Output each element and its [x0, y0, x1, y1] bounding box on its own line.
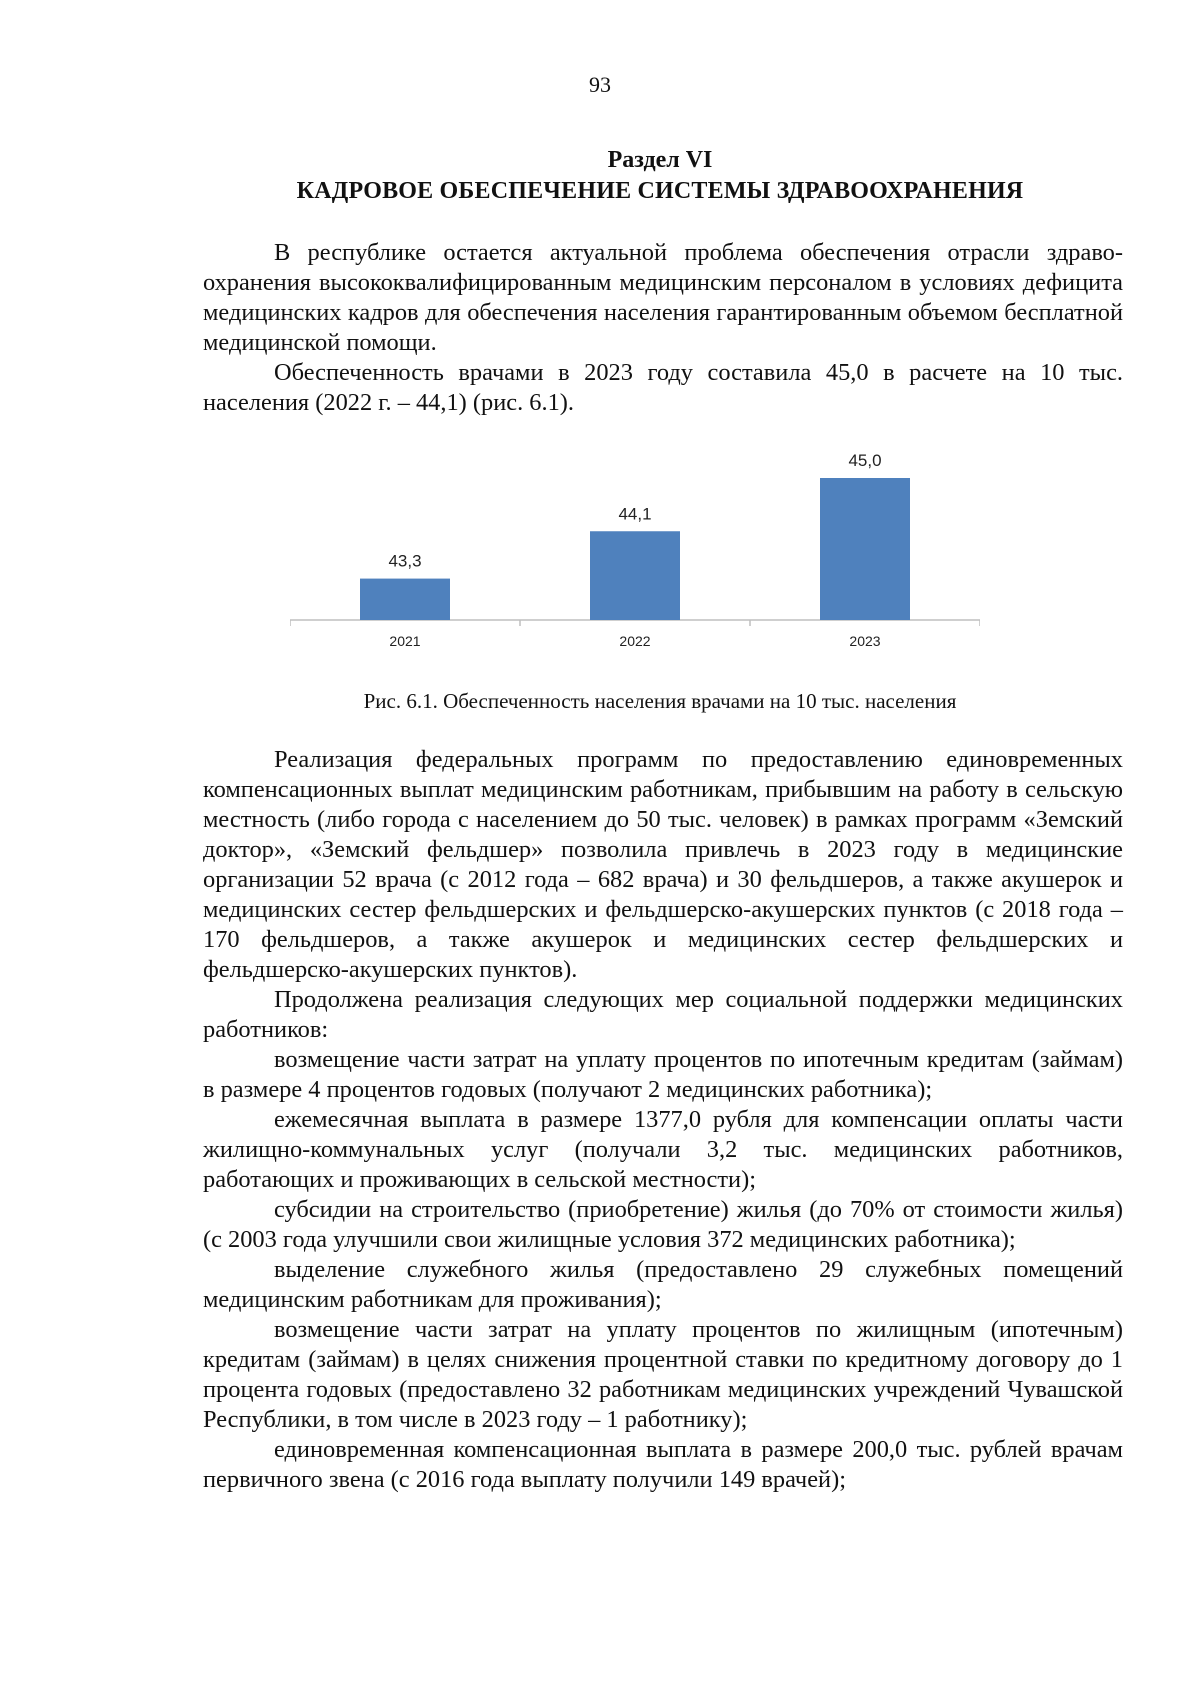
- paragraph: единовременная компенсационная выплата в размере 200,0 тыс. рублей врачам первичного звена (с 2016 года выплату получили 149 врачей);: [203, 1436, 1123, 1493]
- x-tick-label: 2021: [389, 633, 421, 649]
- section-title: КАДРОВОЕ ОБЕСПЕЧЕНИЕ СИСТЕМЫ ЗДРАВООХРАНЕНИЯ: [296, 178, 1024, 204]
- x-tick-label: 2022: [619, 633, 651, 649]
- paragraph: ежемесячная выплата в размере 1377,0 рубля для компенсации оплаты части жилищно-коммунальных услуг (получали 3,2 тыс. медицинских работников, работающих и проживающих в сельской местности);: [203, 1106, 1123, 1193]
- bar: [820, 478, 910, 620]
- x-tick-label: 2023: [849, 633, 881, 649]
- bar-chart-svg: [290, 440, 980, 650]
- page-number: 93: [589, 72, 611, 97]
- paragraph: Обеспеченность врачами в 2023 году составила 45,0 в расчете на 10 тыс. населения (2022 г. – 44,1) (рис. 6.1).: [203, 359, 1123, 416]
- paragraph: выделение служебного жилья (предоставлено 29 служебных помещений медицинским работникам для проживания);: [203, 1256, 1123, 1313]
- paragraph: субсидии на строительство (приобретение) жилья (до 70% от стоимости жилья) (с 2003 года улучшили свои жилищные условия 372 медицинских работника);: [203, 1196, 1123, 1253]
- paragraph: В республике остается актуальной проблема обеспечения отрасли здравоохранения высококвалифицированным медицинским персоналом в условиях дефицита медицинских кадров для обеспечения населения гарантированным объемом бесплатной медицинской помощи.: [203, 239, 1123, 356]
- paragraph: Продолжена реализация следующих мер социальной поддержки медицинских работников:: [203, 986, 1123, 1043]
- bar: [590, 531, 680, 620]
- data-label: 45,0: [848, 451, 882, 470]
- body-text: [203, 745, 1123, 1495]
- paragraph: возмещение части затрат на уплату процентов по ипотечным кредитам (займам) в размере 4 процентов годовых (получают 2 медицинских работника);: [203, 1046, 1123, 1103]
- figure-caption: Рис. 6.1. Обеспеченность населения врачами на 10 тыс. населения: [363, 689, 957, 713]
- data-label: 44,1: [618, 504, 652, 524]
- intro-text: [203, 238, 1123, 418]
- bar: [360, 579, 450, 620]
- paragraph: Реализация федеральных программ по предоставлению единовременных компенсационных выплат медицинским работникам, прибывшим на работу в сельскую местность (либо города с населением до 50 тыс. человек) в рамках программ «Земский доктор», «Земский фельдшер» позволила привлечь в 2023 году в медицинские организации 52 врача (с 2012 года – 682 врача) и 30 фельдшеров, а также акушерок и медицинских сестер фельдшерских и фельдшерско-акушерских пунктов (с 2018 года – 170 фельдшеров, а также акушерок и медицинских сестер фельдшерских и фельдшерско-акушерских пунктов).: [203, 746, 1123, 983]
- paragraph: возмещение части затрат на уплату процентов по жилищным (ипотечным) кредитам (займам) в целях снижения процентной ставки по кредитному договору до 1 процента годовых (предоставлено 32 работникам медицинских учреждений Чувашской Республики, в том числе в 2023 году – 1 работнику);: [203, 1316, 1123, 1433]
- section-label: Раздел VI: [607, 147, 713, 173]
- data-label: 43,3: [388, 551, 422, 571]
- doctors-per-10k-chart: [290, 440, 980, 650]
